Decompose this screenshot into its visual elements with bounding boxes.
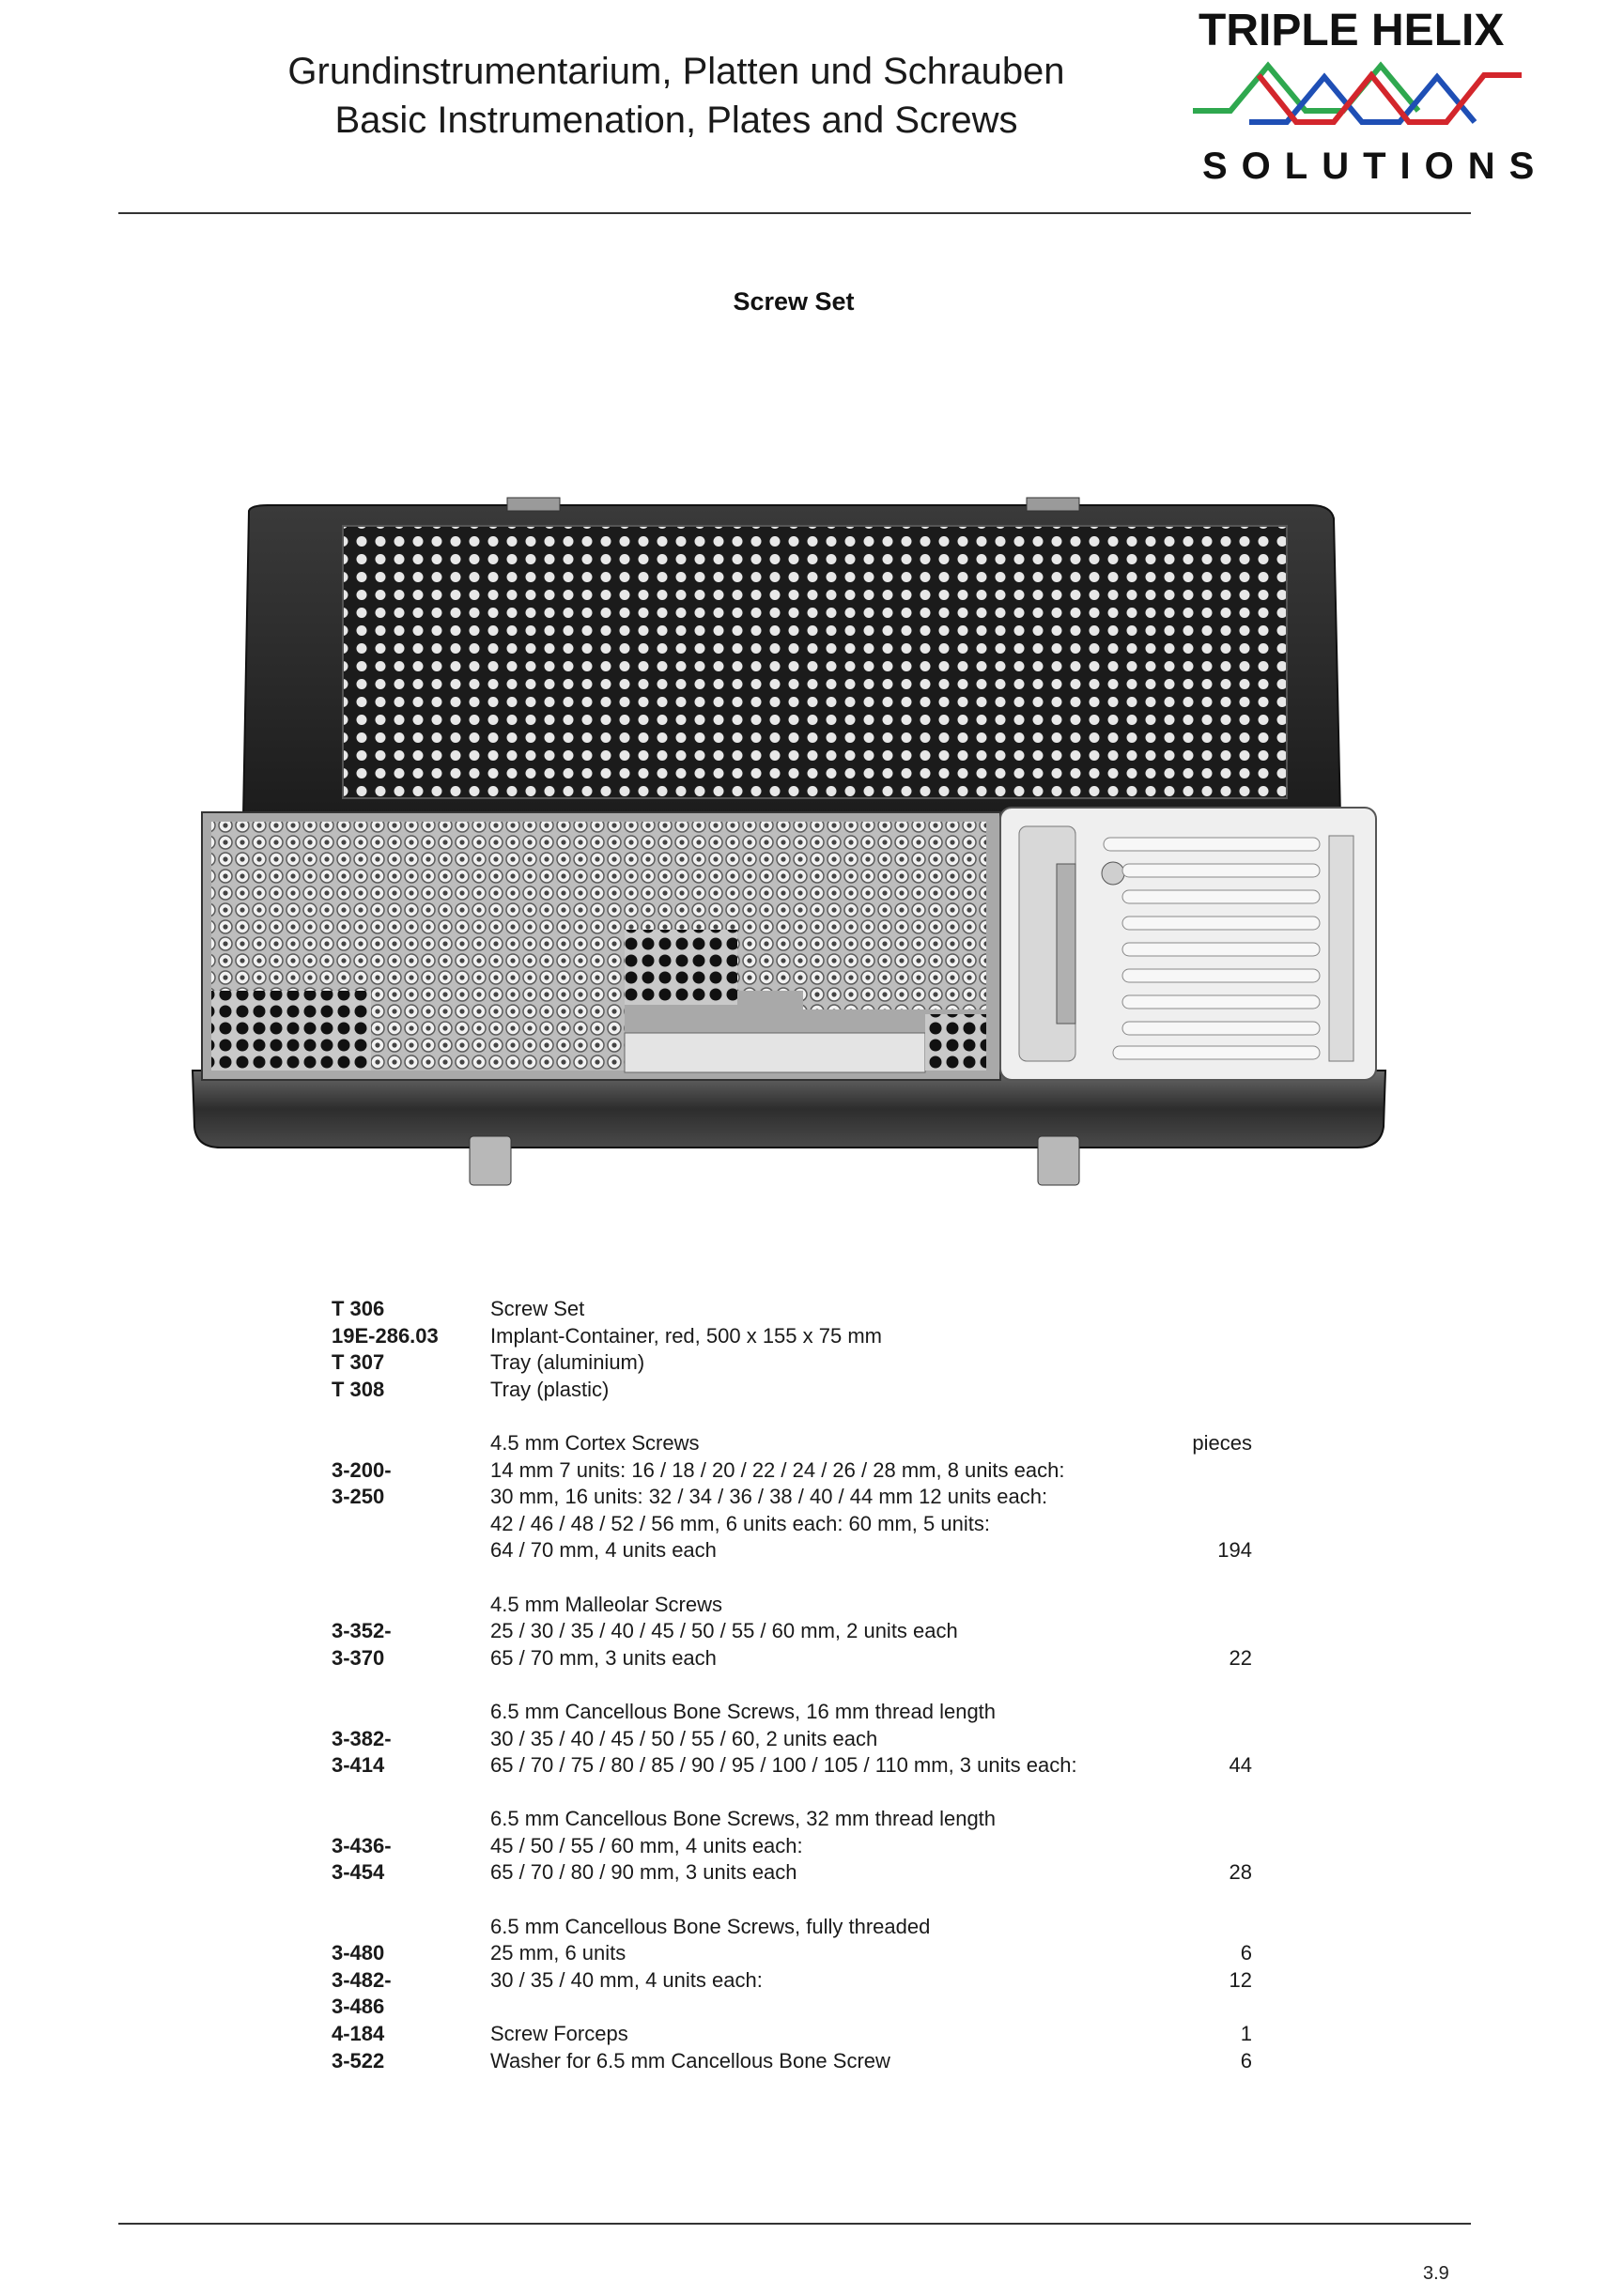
- item-quantity: 28: [1229, 1860, 1252, 1885]
- header-divider: [118, 212, 1471, 214]
- table-row: [332, 1994, 1252, 2021]
- item-quantity: [1167, 1349, 1252, 1377]
- footer-divider: [118, 2223, 1471, 2225]
- spacer-row: [332, 1403, 1252, 1430]
- item-code: 19E-286.03: [332, 1323, 439, 1348]
- washer: [1102, 862, 1124, 885]
- item-quantity: [1167, 1484, 1252, 1511]
- table-row: [332, 1484, 1252, 1511]
- item-quantity: 12: [1229, 1967, 1252, 1992]
- logo-text-bottom: SOLUTIONS: [1202, 146, 1549, 187]
- item-code: [332, 1914, 490, 1941]
- item-quantity: [1167, 1511, 1252, 1538]
- item-description: 42 / 46 / 48 / 52 / 56 mm, 6 units each: 60 mm, 5 units:: [490, 1511, 990, 1535]
- item-quantity: [1167, 1726, 1252, 1753]
- item-code: 3-382-: [332, 1726, 392, 1750]
- item-code: [332, 1806, 490, 1833]
- item-code: 4-184: [332, 2022, 385, 2046]
- item-code: [332, 1537, 490, 1564]
- lid-hinge-right: [1027, 498, 1079, 511]
- item-description: 6.5 mm Cancellous Bone Screws, fully threaded: [490, 1914, 931, 1938]
- item-quantity: 1: [1240, 2022, 1252, 2046]
- item-description: 30 / 35 / 40 / 45 / 50 / 55 / 60, 2 units each: [490, 1726, 878, 1750]
- table-row: [332, 1699, 1252, 1726]
- depth-gauge: [1329, 836, 1353, 1061]
- table-row: [332, 1806, 1252, 1833]
- item-description: 6.5 mm Cancellous Bone Screws, 16 mm thread length: [490, 1699, 997, 1723]
- item-quantity: [1167, 1699, 1252, 1726]
- screw-set-photo: [183, 479, 1395, 1193]
- item-description: [490, 1994, 1167, 2021]
- item-description: 64 / 70 mm, 4 units each: [490, 1538, 717, 1563]
- page-header-title: [188, 47, 1165, 145]
- table-row: [332, 1323, 1252, 1350]
- item-description: 25 / 30 / 35 / 40 / 45 / 50 / 55 / 60 mm, 2 units each: [490, 1619, 958, 1643]
- table-row: [332, 1592, 1252, 1619]
- container-lid: [243, 498, 1340, 817]
- header-title-line-1: Grundinstrumentarium, Platten und Schrauben: [287, 51, 1065, 92]
- item-description: Implant-Container, red, 500 x 155 x 75 mm: [490, 1323, 882, 1348]
- item-quantity: 6: [1240, 1941, 1252, 1965]
- screw-gauge-plate: [625, 1033, 925, 1072]
- table-row: [332, 1296, 1252, 1323]
- item-description: 65 / 70 / 80 / 90 mm, 3 units each: [490, 1860, 797, 1885]
- triple-helix-logo: [1191, 5, 1549, 193]
- empty-holes-center: [625, 930, 737, 1005]
- item-code: 3-482-: [332, 1967, 392, 1992]
- item-description: 14 mm 7 units: 16 / 18 / 20 / 22 / 24 / 26 / 28 mm, 8 units each:: [490, 1457, 1065, 1482]
- header-title-line-2: Basic Instrumenation, Plates and Screws: [334, 100, 1018, 141]
- empty-holes-left: [211, 991, 371, 1071]
- item-description: 4.5 mm Malleolar Screws: [490, 1592, 722, 1616]
- table-row: [332, 1537, 1252, 1564]
- item-code: 3-486: [332, 1995, 385, 2019]
- item-description: 30 / 35 / 40 mm, 4 units each:: [490, 1967, 763, 1992]
- item-description: 65 / 70 / 75 / 80 / 85 / 90 / 95 / 100 / 105 / 110 mm, 3 units each:: [490, 1753, 1077, 1778]
- item-description: 65 / 70 mm, 3 units each: [490, 1645, 717, 1670]
- item-description: Screw Set: [490, 1297, 585, 1320]
- helix-waves-icon: [1191, 56, 1529, 141]
- screw-heads-block-right: [803, 822, 986, 1009]
- plastic-instrument-tray: [1000, 808, 1376, 1080]
- table-row: [332, 1833, 1252, 1860]
- item-code: 3-480: [332, 1941, 385, 1965]
- instrument-handles: [1104, 838, 1320, 1059]
- latch-right: [1038, 1136, 1079, 1185]
- item-quantity: 6: [1240, 2048, 1252, 2073]
- item-code: 3-454: [332, 1860, 385, 1885]
- table-row: [332, 1859, 1252, 1887]
- item-code: T 308: [332, 1377, 385, 1401]
- item-quantity: [1167, 1592, 1252, 1619]
- page-number: 3.9: [1423, 2263, 1449, 2284]
- item-code: [332, 1430, 490, 1457]
- lid-hinge-left: [507, 498, 560, 511]
- screw-forceps: [1057, 864, 1075, 1024]
- table-row: [332, 1430, 1252, 1457]
- aluminium-screw-tray: [202, 812, 1000, 1080]
- table-row: [332, 1457, 1252, 1485]
- item-code: 3-414: [332, 1753, 385, 1778]
- item-code: 3-370: [332, 1645, 385, 1670]
- table-row: [332, 1618, 1252, 1645]
- item-description: 45 / 50 / 55 / 60 mm, 4 units each:: [490, 1833, 803, 1857]
- spacer-row: [332, 1887, 1252, 1914]
- item-code: 3-352-: [332, 1619, 392, 1643]
- screw-heads-lower: [371, 991, 625, 1071]
- latch-left: [470, 1136, 511, 1185]
- table-row: [332, 1940, 1252, 1967]
- spacer-row: [332, 1780, 1252, 1807]
- section-title: Screw Set: [733, 287, 855, 316]
- table-row: [332, 1726, 1252, 1753]
- item-quantity: pieces: [1192, 1430, 1252, 1455]
- table-row: [332, 1511, 1252, 1538]
- table-row: [332, 1752, 1252, 1780]
- item-code: 3-250: [332, 1485, 385, 1509]
- item-quantity: [1167, 1994, 1252, 2021]
- empty-holes-right: [925, 1014, 986, 1071]
- item-code: [332, 1699, 490, 1726]
- table-row: [332, 1967, 1252, 1995]
- item-quantity: 22: [1229, 1645, 1252, 1670]
- item-description: Screw Forceps: [490, 2022, 628, 2046]
- item-quantity: [1167, 1296, 1252, 1323]
- item-description: 25 mm, 6 units: [490, 1941, 626, 1965]
- item-quantity: [1167, 1806, 1252, 1833]
- item-quantity: [1167, 1377, 1252, 1404]
- table-row: [332, 1377, 1252, 1404]
- item-code: 3-522: [332, 2048, 385, 2073]
- item-code: 3-436-: [332, 1833, 392, 1857]
- table-row: [332, 1349, 1252, 1377]
- item-code: [332, 1592, 490, 1619]
- item-code: [332, 1511, 490, 1538]
- logo-text-top: TRIPLE HELIX: [1199, 6, 1505, 55]
- item-description: 6.5 mm Cancellous Bone Screws, 32 mm thread length: [490, 1807, 997, 1831]
- item-quantity: 194: [1217, 1538, 1252, 1563]
- item-quantity: [1167, 1914, 1252, 1941]
- item-code: T 306: [332, 1297, 385, 1320]
- table-row: [332, 2048, 1252, 2075]
- item-description: Tray (plastic): [490, 1377, 610, 1401]
- lid-hole-grid: [343, 526, 1287, 798]
- item-description: 30 mm, 16 units: 32 / 34 / 36 / 38 / 40 / 44 mm 12 units each:: [490, 1485, 1048, 1509]
- spacer-row: [332, 1564, 1252, 1592]
- item-description: 4.5 mm Cortex Screws: [490, 1430, 700, 1455]
- item-quantity: 44: [1229, 1753, 1252, 1778]
- item-code: T 307: [332, 1350, 385, 1375]
- item-description: Washer for 6.5 mm Cancellous Bone Screw: [490, 2048, 890, 2073]
- item-quantity: [1167, 1323, 1252, 1350]
- table-row: [332, 1914, 1252, 1941]
- item-code: 3-200-: [332, 1457, 392, 1482]
- item-list-table: [332, 1296, 1252, 2074]
- item-quantity: [1167, 1457, 1252, 1485]
- item-description: Tray (aluminium): [490, 1350, 645, 1375]
- table-row: [332, 1645, 1252, 1672]
- container-base: [193, 1071, 1385, 1185]
- spacer-row: [332, 1672, 1252, 1699]
- item-quantity: [1167, 1833, 1252, 1860]
- item-quantity: [1167, 1618, 1252, 1645]
- table-row: [332, 2021, 1252, 2048]
